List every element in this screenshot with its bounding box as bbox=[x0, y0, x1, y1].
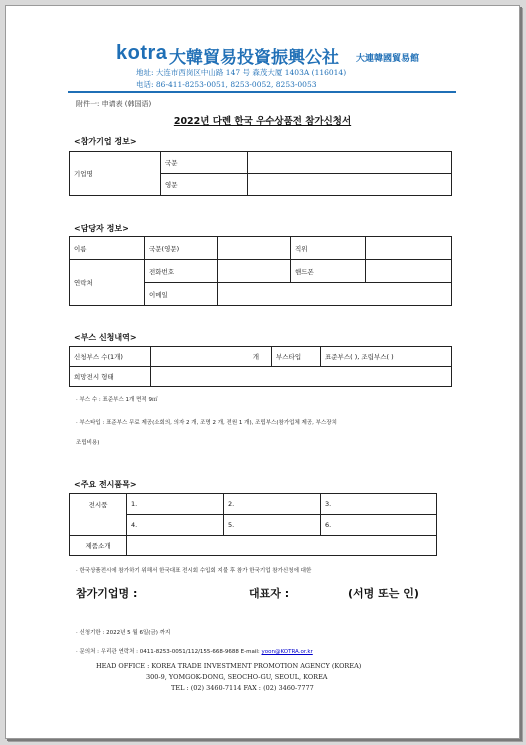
consent-note: · 한국상품전시에 참가하기 위해서 한국대표 전시회 수입회 지불 후 참가 한국기업 참가신청에 대한 bbox=[76, 568, 312, 574]
contact-position-label: 직위 bbox=[291, 237, 366, 260]
footer-head-office: HEAD OFFICE : KOREA TRADE INVESTMENT PROMOTION AGENCY (KOREA) bbox=[96, 662, 362, 670]
booth-type-label: 부스타입 bbox=[272, 347, 321, 367]
booth-count-field[interactable] bbox=[151, 347, 272, 367]
booth-section-heading: <부스 신청내역> bbox=[74, 333, 137, 342]
company-name-korean-label: 국문 bbox=[161, 152, 248, 174]
sign-seal-label: (서명 또는 인) bbox=[348, 587, 419, 600]
company-name-english-field[interactable] bbox=[248, 174, 452, 196]
booth-note-size: · 부스 수 : 표준부스 1개 면적 9㎡ bbox=[76, 397, 158, 403]
product-item-2[interactable]: 2. bbox=[224, 494, 321, 515]
company-name-english-label: 영문 bbox=[161, 174, 248, 196]
contact-email-field[interactable] bbox=[218, 283, 452, 306]
contact-name-sub-label: 국문(영문) bbox=[145, 237, 218, 260]
office-phone: 电话: 86-411-8253-0051, 8253-0052, 8253-0053 bbox=[136, 80, 317, 89]
product-item-3[interactable]: 3. bbox=[321, 494, 437, 515]
contact-position-field[interactable] bbox=[366, 237, 452, 260]
header-divider bbox=[68, 91, 456, 93]
exhibit-form-label: 희망전시 형태 bbox=[70, 367, 151, 387]
contact-table bbox=[69, 236, 452, 306]
booth-note-type: · 부스타입 : 표준부스 무료 제공(소회의, 의자 2 개, 조명 2 개, 전원 1 개), 조립부스(참가업체 제공, 부스장치 bbox=[76, 420, 337, 426]
contact-phone-field[interactable] bbox=[218, 260, 291, 283]
footer-tel-fax: TEL : (02) 3460-7114 FAX : (02) 3460-7777 bbox=[171, 684, 314, 692]
inquiry-email-link[interactable]: yoon@KOTRA.or.kr bbox=[261, 649, 313, 655]
product-description-label: 제품소개 bbox=[70, 536, 127, 556]
contact-name-label: 이름 bbox=[70, 237, 145, 260]
contact-mobile-field[interactable] bbox=[366, 260, 452, 283]
product-table bbox=[69, 493, 437, 556]
contact-mobile-label: 핸드폰 bbox=[291, 260, 366, 283]
product-item-4[interactable]: 4. bbox=[127, 515, 224, 536]
product-item-1[interactable]: 1. bbox=[127, 494, 224, 515]
product-item-5[interactable]: 5. bbox=[224, 515, 321, 536]
contact-section-heading: <담당자 정보> bbox=[74, 224, 129, 233]
document-page bbox=[5, 5, 520, 739]
contact-name-field[interactable] bbox=[218, 237, 291, 260]
product-item-6[interactable]: 6. bbox=[321, 515, 437, 536]
exhibit-form-field[interactable] bbox=[151, 367, 452, 387]
company-name-label: 기업명 bbox=[70, 152, 161, 196]
logo-chinese-name: 大韓貿易投資振興公社 bbox=[169, 48, 339, 68]
logo-subtitle: 大連韓國貿易館 bbox=[356, 54, 420, 64]
annex-label: 附件一: 申请表 (韩国语) bbox=[76, 100, 152, 108]
product-items-label: 전시품 bbox=[70, 494, 127, 536]
company-name-korean-field[interactable] bbox=[248, 152, 452, 174]
booth-note-type-cont: 조립비용) bbox=[76, 440, 100, 446]
booth-count-label: 신청부스 수(1개) bbox=[70, 347, 151, 367]
kotra-logo: kotra bbox=[116, 42, 168, 64]
footer-address: 300-9, YOMGOK-DONG, SEOCHO-GU, SEOUL, KOREA bbox=[146, 673, 328, 681]
contact-info-label: 연락처 bbox=[70, 260, 145, 306]
booth-count-unit: 개 bbox=[252, 353, 259, 361]
inquiry-prefix: · 문의처 : 우리관 연락처 : 0411-8253-0051/112/155-668-9688 E-mail: bbox=[76, 649, 260, 655]
sign-company-label: 참가기업명 : bbox=[76, 587, 138, 600]
company-table bbox=[69, 151, 452, 196]
company-section-heading: <참가기업 정보> bbox=[74, 137, 137, 146]
product-section-heading: <주요 전시품목> bbox=[74, 480, 137, 489]
booth-table bbox=[69, 346, 452, 387]
booth-type-field[interactable]: 표준부스( ), 조립부스( ) bbox=[321, 347, 452, 367]
contact-email-label: 이메일 bbox=[145, 283, 218, 306]
document-title: 2022년 다롄 한국 우수상품전 참가신청서 bbox=[173, 116, 352, 127]
inquiry-note bbox=[76, 647, 313, 655]
sign-representative-label: 대표자 : bbox=[249, 587, 290, 600]
product-description-field[interactable] bbox=[127, 536, 437, 556]
office-address: 地址: 大连市西岗区中山路 147 号 森茂大厦 1403A (116014) bbox=[136, 68, 347, 77]
contact-phone-label: 전화번호 bbox=[145, 260, 218, 283]
deadline-note: · 신청기한 : 2022년 5 월 6일(금) 까지 bbox=[76, 630, 171, 636]
